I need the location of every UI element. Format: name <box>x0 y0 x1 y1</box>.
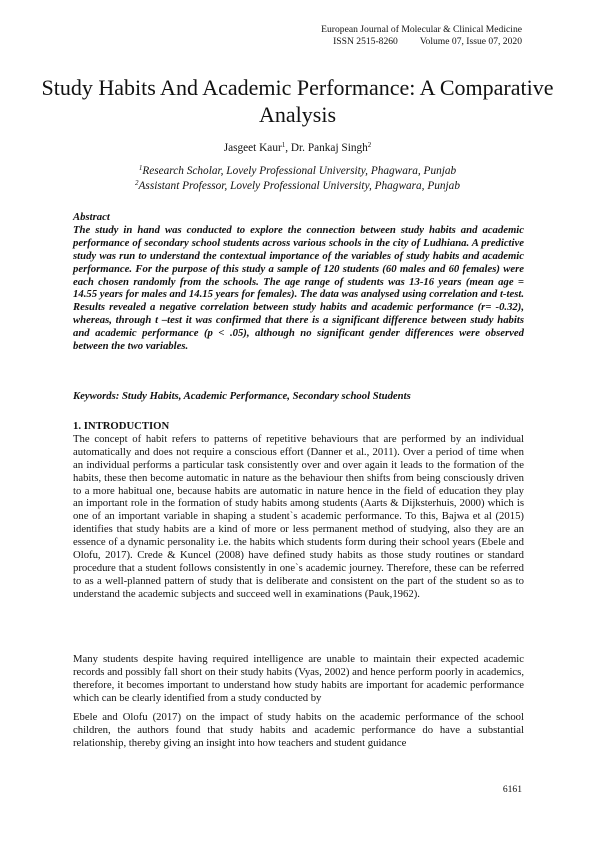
volume-issue: Volume 07, Issue 07, 2020 <box>419 36 522 48</box>
affiliation-text: Assistant Professor, Lovely Professional University, Phagwara, Punjab <box>138 179 460 192</box>
author-affiliation-mark: 2 <box>367 141 372 149</box>
author-name: Jasgeet Kaur <box>223 142 282 154</box>
affiliation-mark: 2 <box>135 178 139 187</box>
paper-title: Study Habits And Academic Performance: A Comparative Analysis <box>41 75 554 127</box>
section-heading-introduction: 1. INTRODUCTION <box>73 420 170 432</box>
body-paragraph: Many students despite having required intelligence are unable to maintain their expected academic records and possibly fall short on their study habits (Vyas, 2002) and hence perform poorly in academics, therefore, it becomes important to understand how study habits are important for academic performance which can be clearly identified from a study conducted by <box>73 653 524 704</box>
affiliation-mark: 1 <box>138 164 143 172</box>
journal-name: European Journal of Molecular & Clinical Medicine <box>321 24 522 35</box>
issn: ISSN 2515-8260 <box>333 36 398 48</box>
body-paragraph: The concept of habit refers to patterns of repetitive behaviours that are performed by an individual automatically and does not require a conscious effort (Danner et al., 2011). Over a period of time when an individual performs a particular task consistently over and over again it leads to the formation of the habits, these then become automatic in nature as the behaviour then shifts from being consciously driven to a more habitual one, because habits are automatic in nature hence in the field of education they play an important role in the formation of study habits among students (Aarts & Dijksterhuis, 2000) which is one of an important variable in shaping a student`s academic performance. To this, Bajwa et al (2015) identifies that study habits are a kind of more or less permanent method of studying, also they are an essence of a dynamic personality i.e. the habits which students form during their school years (Ebele and Olofu, 2017). Crede & Kuncel (2008) have defined study habits as those study routines or standard procedure that a student follows consistently in one`s academic journey. Therefore, these can be referred to as a well-planned pattern of study that is deliberate and consistent on the part of the student so as to understand the academic subjects and succeed well in examinations (Pauk,1962). <box>73 433 524 600</box>
authors <box>40 141 555 155</box>
author-name: Dr. Pankaj Singh <box>290 142 368 154</box>
abstract-heading: Abstract <box>73 211 110 223</box>
journal-issue-line <box>222 36 522 48</box>
affiliation <box>40 164 555 179</box>
keywords: Keywords: Study Habits, Academic Performance, Secondary school Students <box>73 390 411 402</box>
affiliation-text: Research Scholar, Lovely Professional University, Phagwara, Punjab <box>142 165 457 177</box>
abstract-body: The study in hand was conducted to explore the connection between study habits and academic performance of secondary school students across various schools in the city of Ludhiana. A predictive study was run to understand the contextual importance of the variables of study habits and academic performance. For the purpose of this study a sample of 120 students (60 males and 60 females) were each chosen randomly from the schools. The age range of students was 13-16 years (mean age = 14.55 years for males and 14.15 years for females). The data was analysed using correlation and t-test. Results revealed a negative correlation between study habits and academic performance (r= -0.32), whereas, through t –test it was confirmed that there is a significant difference between study habits and academic performance (p < .05), although no significant gender differences were observed between the two variables. <box>73 224 524 352</box>
page-number: 6161 <box>502 784 522 795</box>
author-affiliation-mark: 1 <box>281 141 286 149</box>
body-paragraph: Ebele and Olofu (2017) on the impact of study habits on the academic performance of the school children, the authors found that study habits and academic performance do have a substantial relationship, thereby giving an insight into how teachers and student guidance <box>73 711 524 749</box>
author-separator: , <box>285 142 291 154</box>
journal-header <box>222 24 522 48</box>
affiliations <box>40 164 555 193</box>
affiliation <box>40 179 555 194</box>
